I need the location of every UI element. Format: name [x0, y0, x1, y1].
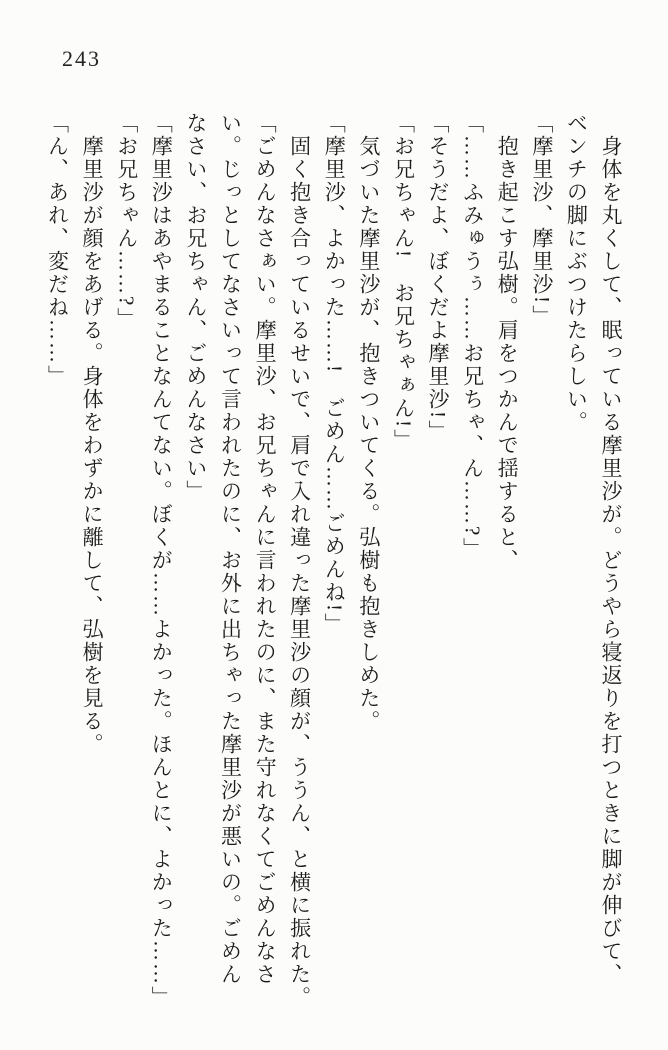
text-line: ベンチの脚にぶつけたらしい。 — [564, 112, 589, 434]
text-line: 「ごめんなさぁい。摩里沙、お兄ちゃんに言われたのに、また守れなくてごめんなさ — [253, 112, 278, 986]
text-line: 固く抱き合っているせいで、肩で入れ違った摩里沙の顔が、ううん、と横に振れた。 — [287, 135, 312, 1009]
text-line: 「お兄ちゃん……?」 — [114, 112, 139, 331]
text-line: 摩里沙が顔をあげる。身体をわずかに離して、弘樹を見る。 — [80, 135, 105, 756]
text-line: 「お兄ちゃん! お兄ちゃぁん!」 — [391, 112, 416, 452]
text-block — [40, 112, 628, 1009]
text-line: 気づいた摩里沙が、抱きついてくる。弘樹も抱きしめた。 — [356, 135, 381, 733]
text-line: い。じっとしてなさいって言われたのに、お外に出ちゃった摩里沙が悪いの。ごめん — [218, 112, 243, 986]
text-line: なさい、お兄ちゃん、ごめんなさい」 — [183, 112, 208, 503]
text-line: 「ん、あれ、変だね……」 — [45, 112, 70, 388]
text-line: 「そうだよ、ぼくだよ摩里沙!」 — [426, 112, 451, 443]
text-line: 「……ふみゅうぅ……お兄ちゃ、ん……?」 — [460, 112, 485, 561]
text-line: 身体を丸くして、眠っている摩里沙が。どうやら寝返りを打つときに脚が伸びて、 — [599, 135, 623, 986]
text-line: 「摩里沙はあやまることなんてない。ぼくが……よかった。ほんとに、よかった……」 — [149, 112, 174, 1009]
text-line: 「摩里沙、よかった……! ごめん……ごめんね!」 — [322, 112, 347, 636]
page-number: 243 — [62, 46, 101, 71]
text-line: 抱き起こす弘樹。肩をつかんで揺すると、 — [495, 135, 520, 572]
text-line: 「摩里沙、摩里沙!」 — [529, 112, 554, 328]
